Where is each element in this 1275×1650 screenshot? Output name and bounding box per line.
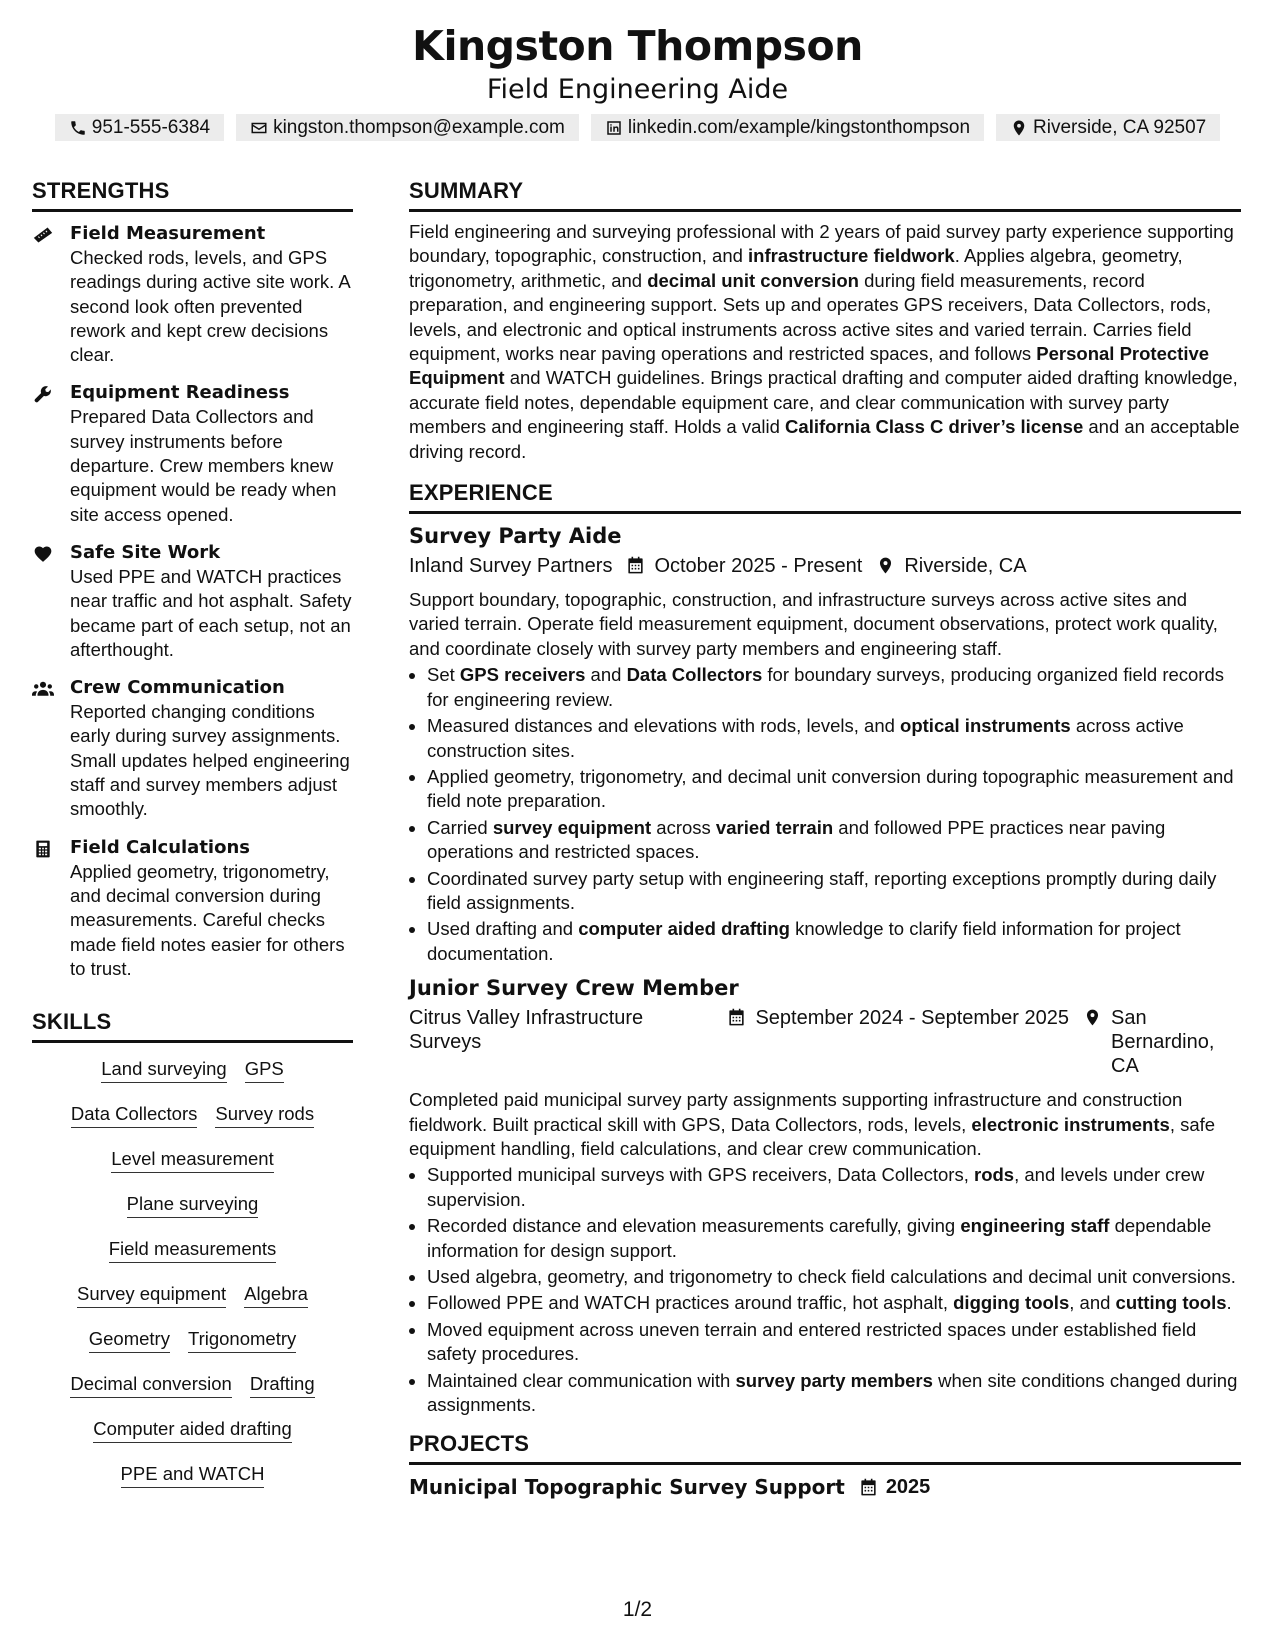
bold-text: Data Collectors (626, 664, 763, 686)
skill-tag: Drafting (250, 1372, 315, 1398)
job-location: San Bernardino, CA (1111, 1007, 1215, 1078)
skill-row (32, 1102, 353, 1128)
linkedin-text: linkedin.com/example/kingstonthompson (627, 116, 971, 138)
text-run: Recorded distance and elevation measurements carefully, giving (427, 1215, 961, 1237)
bold-text: electronic instruments (971, 1113, 1170, 1135)
page-number: 1/2 (622, 1598, 653, 1621)
skill-row (32, 1327, 353, 1353)
bullet-item (427, 765, 1241, 814)
left-column (32, 178, 353, 1507)
location-text: Riverside, CA 92507 (1033, 116, 1207, 138)
strength-title: Equipment Readiness (70, 382, 290, 404)
text-run: and WATCH guidelines. Brings practical drafting and computer aided drafting knowledge, accurate field notes, dependable equipment care, and clear communication with survey party members and engineering staff. Holds a valid (409, 367, 1238, 438)
phone-text: 951-555-6384 (91, 116, 211, 138)
skill-tag: GPS (245, 1057, 284, 1083)
skill-tag: Survey equipment (77, 1282, 226, 1308)
bold-text: GPS receivers (459, 664, 586, 686)
calendar-icon (859, 1478, 878, 1497)
bold-text: varied terrain (715, 816, 834, 838)
text-run: Used algebra, geometry, and trigonometry to check field calculations and decimal unit conversions. (427, 1266, 1236, 1287)
skill-row (32, 1147, 353, 1173)
job-entry (409, 976, 1241, 1417)
bold-text: decimal unit conversion (647, 269, 859, 291)
job-company: Inland Survey Partners (409, 555, 613, 578)
bullet-item (427, 917, 1241, 966)
skill-tag: Level measurement (111, 1147, 273, 1173)
text-run: and (585, 664, 627, 686)
bold-text: Personal Protective Equipment (409, 343, 1210, 389)
users-icon (32, 679, 54, 699)
skill-row (32, 1372, 353, 1398)
job-location: Riverside, CA (904, 555, 1027, 578)
text-run: Maintained clear communication with (427, 1369, 736, 1391)
calculator-icon (32, 839, 54, 859)
bold-text: California Class C driver’s license (785, 416, 1084, 438)
right-column (409, 178, 1241, 1499)
strength-item (32, 836, 353, 981)
project-entry (409, 1475, 1241, 1499)
skill-row (32, 1057, 353, 1083)
text-run: . Applies algebra, geometry, trigonometry, arithmetic, and (409, 245, 1183, 291)
text-run: Followed PPE and WATCH practices around traffic, hot asphalt, (427, 1292, 954, 1314)
job-title: Junior Survey Crew Member (409, 976, 739, 1001)
text-run: and followed PPE practices near paving operations and restricted spaces. (427, 816, 1166, 863)
job-meta (409, 1006, 1241, 1078)
text-run: Moved equipment across uneven terrain and entered restricted spaces under established field safety procedures. (427, 1318, 1197, 1365)
skill-row (32, 1282, 353, 1308)
strength-desc: Checked rods, levels, and GPS readings during active site work. A second look often prevented rework and kept crew decisions clear. (70, 247, 350, 366)
bullet-item (427, 663, 1241, 712)
contact-bar (0, 114, 1275, 141)
strength-item (32, 381, 353, 526)
bullet-item (427, 1318, 1241, 1367)
skill-tag: Trigonometry (188, 1327, 296, 1353)
job-description: Support boundary, topographic, construction, and infrastructure surveys across active sites and varied terrain. Operate field measurement equipment, document observations, protect work quality, and coordinate closely with survey party members and engineering staff. (409, 589, 1218, 659)
bold-text: computer aided drafting (578, 918, 790, 940)
bullet-item (427, 867, 1241, 916)
text-run: Completed paid municipal survey party assignments supporting infrastructure and construction fieldwork. Built practical skill with GPS, Data Collectors, rods, levels, (409, 1089, 1183, 1135)
text-run: knowledge to clarify field information for project documentation. (427, 918, 1181, 964)
map-pin-icon (1083, 1008, 1102, 1027)
skills-list (32, 1057, 353, 1488)
skill-tag: Geometry (89, 1327, 170, 1353)
bold-text: cutting tools (1115, 1292, 1227, 1314)
bold-text: survey equipment (492, 816, 652, 838)
job-bullets (409, 663, 1241, 966)
text-run: Set (427, 664, 460, 686)
text-run: , and levels under crew supervision. (427, 1164, 1205, 1210)
strength-title: Field Calculations (70, 836, 250, 858)
heart-icon (32, 544, 54, 564)
text-run: for boundary surveys, producing organized field records for engineering review. (427, 664, 1225, 710)
email-text: kingston.thompson@example.com (273, 116, 565, 138)
strength-desc: Prepared Data Collectors and survey instruments before departure. Crew members knew equipment would be ready when site access opened. (70, 406, 337, 525)
summary-text (409, 220, 1241, 464)
skill-tag: Algebra (244, 1282, 308, 1308)
text-run: when site conditions changed during assignments. (427, 1369, 1238, 1416)
wrench-icon (32, 384, 54, 404)
summary-heading: SUMMARY (409, 178, 1241, 212)
text-run: . (1226, 1292, 1232, 1314)
job-dates: October 2025 - Present (654, 555, 863, 578)
skill-tag: Computer aided drafting (93, 1417, 291, 1443)
bold-text: optical instruments (900, 715, 1071, 737)
skill-tag: Land surveying (101, 1057, 226, 1083)
project-date: 2025 (885, 1475, 931, 1498)
bold-text: rods (974, 1164, 1015, 1186)
bullet-item (427, 816, 1241, 865)
map-pin-icon (1010, 119, 1028, 137)
map-pin-icon (876, 556, 895, 575)
candidate-title: Field Engineering Aide (486, 74, 789, 105)
skill-row (32, 1417, 353, 1443)
strength-desc: Reported changing conditions early during survey assignments. Small updates helped engineering staff and survey members adjust smoothly. (70, 701, 350, 820)
email-chip[interactable] (236, 114, 579, 141)
text-run: Applied geometry, trigonometry, and decimal unit conversion during topographic measurement and field note preparation. (427, 765, 1234, 812)
text-run: , and (1069, 1292, 1116, 1314)
strengths-heading: STRENGTHS (32, 178, 353, 212)
linkedin-icon (605, 119, 623, 137)
bold-text: infrastructure fieldwork (748, 245, 955, 267)
strength-item (32, 676, 353, 821)
text-run: during field measurements, record preparation, and engineering support. Sets up and operates GPS receivers, Data Collectors, rods, levels, and electronic and optical instruments across active sites and varied terrain. Carries field equipment, works near paving operations and restricted spaces, and follows (409, 269, 1212, 365)
projects-heading: PROJECTS (409, 1431, 1241, 1465)
phone-icon (69, 119, 87, 137)
bold-text: engineering staff (960, 1215, 1110, 1237)
text-run: Field engineering and surveying professional with 2 years of paid survey party experience supporting boundary, topographic, construction, and (409, 221, 1234, 267)
strength-item (32, 541, 353, 662)
skill-tag: Decimal conversion (70, 1372, 231, 1398)
strength-desc: Applied geometry, trigonometry, and decimal conversion during measurements. Careful checks made field notes easier for others to trust. (70, 860, 345, 979)
skill-row (32, 1192, 353, 1218)
skill-tag: Survey rods (215, 1102, 314, 1128)
text-run: Coordinated survey party setup with engineering staff, reporting exceptions promptly during daily field assignments. (427, 867, 1217, 913)
strength-item (32, 222, 353, 367)
text-run: across active construction sites. (427, 715, 1184, 761)
text-run: Measured distances and elevations with rods, levels, and (427, 715, 901, 737)
text-run: across (651, 816, 716, 838)
phone-chip[interactable] (55, 114, 224, 141)
text-run: , safe equipment handling, field calculations, and clear crew communication. (409, 1113, 1216, 1159)
strength-title: Safe Site Work (70, 541, 221, 563)
bullet-item (427, 1214, 1241, 1263)
text-run: and an acceptable driving record. (409, 416, 1240, 462)
skill-row (32, 1237, 353, 1263)
location-chip (996, 114, 1220, 141)
strength-title: Crew Communication (70, 677, 285, 699)
bold-text: digging tools (953, 1292, 1070, 1314)
job-company: Citrus Valley Infrastructure Surveys (409, 1007, 644, 1054)
calendar-icon (626, 556, 645, 575)
skills-heading: SKILLS (32, 1009, 353, 1043)
candidate-name: Kingston Thompson (412, 22, 863, 70)
job-bullets (409, 1163, 1241, 1417)
bullet-item (427, 714, 1241, 763)
job-dates: September 2024 - September 2025 (755, 1007, 1069, 1030)
text-run: Used drafting and (427, 918, 579, 940)
skill-row (32, 1462, 353, 1488)
envelope-icon (250, 119, 268, 137)
bold-text: survey party members (735, 1369, 933, 1391)
bullet-item (427, 1163, 1241, 1212)
skill-tag: Data Collectors (71, 1102, 197, 1128)
experience-heading: EXPERIENCE (409, 480, 1241, 514)
job-entry (409, 524, 1241, 966)
linkedin-chip[interactable] (591, 114, 984, 141)
strength-desc: Used PPE and WATCH practices near traffic and hot asphalt. Safety became part of each setup, not an afterthought. (70, 565, 352, 660)
skill-tag: PPE and WATCH (121, 1462, 265, 1488)
ruler-icon (32, 225, 54, 245)
job-meta (409, 554, 1241, 578)
skill-tag: Field measurements (109, 1237, 277, 1263)
text-run: Carried (427, 816, 493, 838)
bullet-item (427, 1265, 1241, 1289)
text-run: dependable information for design support. (427, 1215, 1212, 1261)
text-run: Supported municipal surveys with GPS receivers, Data Collectors, (427, 1164, 974, 1186)
bullet-item (427, 1291, 1241, 1315)
skill-tag: Plane surveying (127, 1192, 259, 1218)
bullet-item (427, 1369, 1241, 1418)
project-title: Municipal Topographic Survey Support (409, 1475, 845, 1500)
strength-title: Field Measurement (70, 223, 266, 244)
calendar-icon (727, 1008, 746, 1027)
job-description (409, 1088, 1241, 1161)
job-title: Survey Party Aide (409, 524, 622, 549)
